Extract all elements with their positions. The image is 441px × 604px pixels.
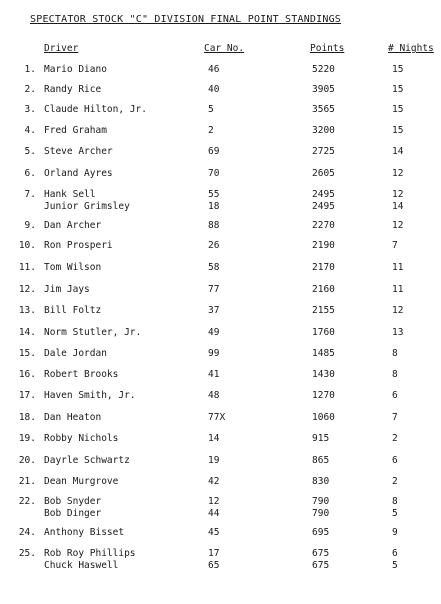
rank-cell: 12.	[18, 284, 36, 295]
table-row	[0, 369, 441, 381]
table-row	[0, 305, 441, 317]
car-number-cell: 42	[208, 476, 220, 487]
driver-line	[0, 433, 441, 445]
nights-cell: 8	[392, 496, 398, 507]
driver-line	[0, 284, 441, 296]
car-number-cell: 69	[208, 146, 220, 157]
driver-line	[0, 84, 441, 96]
points-cell: 1430	[312, 369, 335, 380]
driver-name-cell: Dale Jordan	[44, 348, 107, 359]
driver-name-cell: Mario Diano	[44, 64, 107, 75]
table-row	[0, 412, 441, 424]
driver-name-cell: Hank Sell	[44, 189, 96, 200]
table-row	[0, 284, 441, 296]
car-number-cell: 77X	[208, 412, 226, 423]
rank-cell: 18.	[18, 412, 36, 423]
driver-name-cell: Orland Ayres	[44, 168, 113, 179]
points-cell: 1760	[312, 327, 335, 338]
driver-line	[0, 104, 441, 116]
rank-cell: 1.	[24, 64, 36, 75]
points-cell: 830	[312, 476, 330, 487]
car-number-cell: 99	[208, 348, 220, 359]
driver-line	[0, 527, 441, 539]
table-row	[0, 220, 441, 232]
driver-line	[0, 548, 441, 560]
table-row	[0, 548, 441, 572]
nights-cell: 9	[392, 527, 398, 538]
points-cell: 1270	[312, 390, 335, 401]
nights-cell: 6	[392, 548, 398, 559]
car-number-cell: 55	[208, 189, 220, 200]
nights-cell: 12	[392, 168, 404, 179]
points-cell: 790	[312, 508, 330, 519]
driver-line	[0, 305, 441, 317]
table-row	[0, 168, 441, 180]
points-cell: 915	[312, 433, 330, 444]
driver-name-cell: Dayrle Schwartz	[44, 455, 130, 466]
table-row	[0, 455, 441, 467]
nights-cell: 15	[392, 84, 404, 95]
points-cell: 1060	[312, 412, 335, 423]
rank-cell: 6.	[24, 168, 36, 179]
table-row	[0, 189, 441, 213]
driver-name-cell: Steve Archer	[44, 146, 113, 157]
driver-name-cell: Fred Graham	[44, 125, 107, 136]
points-cell: 695	[312, 527, 330, 538]
document-title: SPECTATOR STOCK "C" DIVISION FINAL POINT STANDINGS	[30, 14, 342, 25]
points-cell: 5220	[312, 64, 335, 75]
driver-line	[0, 125, 441, 137]
car-number-cell: 2	[208, 125, 214, 136]
table-row	[0, 527, 441, 539]
points-cell: 3565	[312, 104, 335, 115]
header-nights: # Nights	[388, 43, 434, 54]
rank-cell: 11.	[18, 262, 36, 273]
nights-cell: 15	[392, 125, 404, 136]
rank-cell: 22.	[18, 496, 36, 507]
points-cell: 1485	[312, 348, 335, 359]
driver-name-cell: Anthony Bisset	[44, 527, 125, 538]
nights-cell: 11	[392, 284, 404, 295]
points-cell: 2170	[312, 262, 335, 273]
header-car-no: Car No.	[204, 43, 245, 54]
driver-line	[0, 262, 441, 274]
rank-cell: 16.	[18, 369, 36, 380]
car-number-cell: 14	[208, 433, 220, 444]
driver-name-cell: Dean Murgrove	[44, 476, 119, 487]
table-row	[0, 348, 441, 360]
nights-cell: 7	[392, 412, 398, 423]
driver-line	[0, 455, 441, 467]
table-row	[0, 125, 441, 137]
car-number-cell: 77	[208, 284, 220, 295]
points-cell: 2495	[312, 189, 335, 200]
driver-name-cell: Junior Grimsley	[44, 201, 130, 212]
points-cell: 865	[312, 455, 330, 466]
car-number-cell: 45	[208, 527, 220, 538]
driver-line	[0, 64, 441, 76]
driver-name-cell: Chuck Haswell	[44, 560, 119, 571]
driver-name-cell: Tom Wilson	[44, 262, 102, 273]
driver-line	[0, 220, 441, 232]
nights-cell: 12	[392, 305, 404, 316]
driver-line	[0, 168, 441, 180]
driver-line	[0, 412, 441, 424]
nights-cell: 15	[392, 104, 404, 115]
table-row	[0, 146, 441, 158]
nights-cell: 12	[392, 220, 404, 231]
car-number-cell: 70	[208, 168, 220, 179]
header-points: Points	[310, 43, 345, 54]
nights-cell: 7	[392, 240, 398, 251]
car-number-cell: 58	[208, 262, 220, 273]
driver-name-cell: Dan Heaton	[44, 412, 102, 423]
car-number-cell: 19	[208, 455, 220, 466]
nights-cell: 6	[392, 455, 398, 466]
car-number-cell: 41	[208, 369, 220, 380]
driver-name-cell: Bill Foltz	[44, 305, 102, 316]
car-number-cell: 40	[208, 84, 220, 95]
nights-cell: 12	[392, 189, 404, 200]
points-cell: 2155	[312, 305, 335, 316]
car-number-cell: 17	[208, 548, 220, 559]
rank-cell: 15.	[18, 348, 36, 359]
points-cell: 2270	[312, 220, 335, 231]
driver-line	[0, 189, 441, 201]
driver-name-cell: Haven Smith, Jr.	[44, 390, 136, 401]
nights-cell: 13	[392, 327, 404, 338]
car-number-cell: 37	[208, 305, 220, 316]
driver-line	[0, 560, 441, 572]
driver-name-cell: Bob Dinger	[44, 508, 102, 519]
nights-cell: 5	[392, 508, 398, 519]
driver-line	[0, 146, 441, 158]
driver-name-cell: Bob Snyder	[44, 496, 102, 507]
car-number-cell: 18	[208, 201, 220, 212]
points-cell: 790	[312, 496, 330, 507]
points-cell: 3905	[312, 84, 335, 95]
nights-cell: 15	[392, 64, 404, 75]
table-row	[0, 433, 441, 445]
nights-cell: 8	[392, 348, 398, 359]
table-row	[0, 84, 441, 96]
points-cell: 2190	[312, 240, 335, 251]
points-cell: 675	[312, 560, 330, 571]
driver-name-cell: Robby Nichols	[44, 433, 119, 444]
points-cell: 3200	[312, 125, 335, 136]
car-number-cell: 26	[208, 240, 220, 251]
rank-cell: 4.	[24, 125, 36, 136]
rank-cell: 21.	[18, 476, 36, 487]
rank-cell: 7.	[24, 189, 36, 200]
driver-line	[0, 327, 441, 339]
nights-cell: 8	[392, 369, 398, 380]
table-row	[0, 476, 441, 488]
table-row	[0, 327, 441, 339]
rank-cell: 13.	[18, 305, 36, 316]
car-number-cell: 65	[208, 560, 220, 571]
car-number-cell: 12	[208, 496, 220, 507]
car-number-cell: 49	[208, 327, 220, 338]
header-driver: Driver	[44, 43, 79, 54]
rank-cell: 19.	[18, 433, 36, 444]
rank-cell: 17.	[18, 390, 36, 401]
rank-cell: 5.	[24, 146, 36, 157]
driver-name-cell: Randy Rice	[44, 84, 102, 95]
nights-cell: 14	[392, 201, 404, 212]
points-cell: 675	[312, 548, 330, 559]
driver-line	[0, 476, 441, 488]
driver-line	[0, 201, 441, 213]
nights-cell: 11	[392, 262, 404, 273]
rank-cell: 14.	[18, 327, 36, 338]
rank-cell: 3.	[24, 104, 36, 115]
nights-cell: 2	[392, 476, 398, 487]
driver-line	[0, 369, 441, 381]
car-number-cell: 48	[208, 390, 220, 401]
driver-name-cell: Jim Jays	[44, 284, 90, 295]
car-number-cell: 46	[208, 64, 220, 75]
rank-cell: 24.	[18, 527, 36, 538]
driver-name-cell: Rob Roy Phillips	[44, 548, 136, 559]
table-row	[0, 240, 441, 252]
rank-cell: 20.	[18, 455, 36, 466]
driver-line	[0, 390, 441, 402]
rank-cell: 10.	[18, 240, 36, 251]
driver-name-cell: Dan Archer	[44, 220, 102, 231]
points-cell: 2725	[312, 146, 335, 157]
table-row	[0, 64, 441, 76]
table-row	[0, 262, 441, 274]
driver-line	[0, 508, 441, 520]
nights-cell: 14	[392, 146, 404, 157]
points-cell: 2160	[312, 284, 335, 295]
car-number-cell: 88	[208, 220, 220, 231]
car-number-cell: 5	[208, 104, 214, 115]
driver-line	[0, 240, 441, 252]
rank-cell: 2.	[24, 84, 36, 95]
nights-cell: 6	[392, 390, 398, 401]
car-number-cell: 44	[208, 508, 220, 519]
points-cell: 2605	[312, 168, 335, 179]
rank-cell: 9.	[24, 220, 36, 231]
table-row	[0, 104, 441, 116]
points-cell: 2495	[312, 201, 335, 212]
nights-cell: 2	[392, 433, 398, 444]
table-row	[0, 390, 441, 402]
driver-line	[0, 348, 441, 360]
driver-name-cell: Claude Hilton, Jr.	[44, 104, 147, 115]
driver-name-cell: Norm Stutler, Jr.	[44, 327, 142, 338]
table-row	[0, 496, 441, 520]
rank-cell: 25.	[18, 548, 36, 559]
driver-line	[0, 496, 441, 508]
driver-name-cell: Ron Prosperi	[44, 240, 113, 251]
nights-cell: 5	[392, 560, 398, 571]
driver-name-cell: Robert Brooks	[44, 369, 119, 380]
